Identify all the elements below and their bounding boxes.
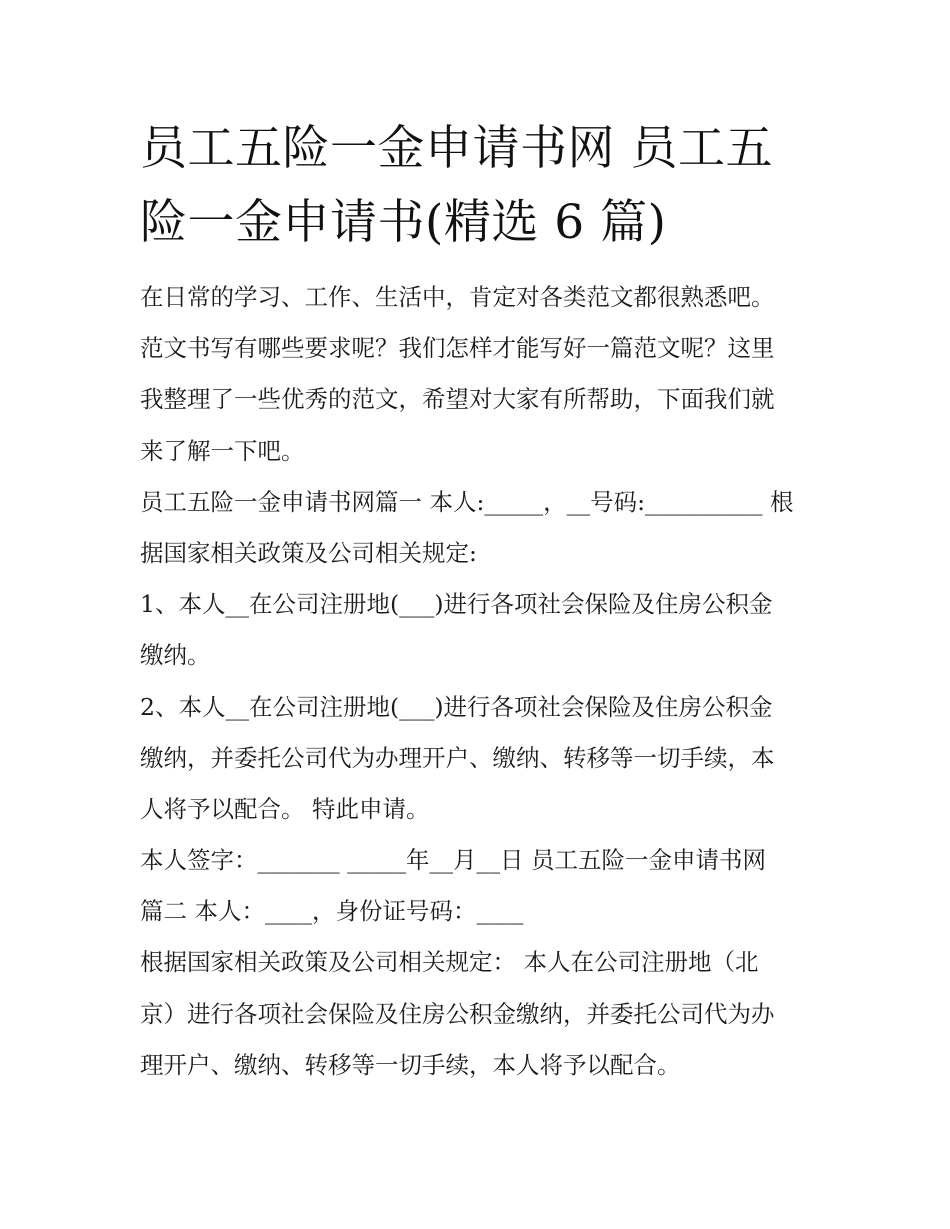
body-line: 2、本人__在公司注册地(___)进行各项社会保险及住房公积金 [140, 692, 773, 721]
body-line: 员工五险一金申请书网篇一 本人:_____，__号码:__________ 根 [140, 487, 794, 516]
body-line: 理开户、缴纳、转移等一切手续，本人将予以配合。 [140, 1050, 681, 1079]
body-line: 缴纳。 [140, 641, 211, 670]
body-line: 我整理了一些优秀的范文，希望对大家有所帮助，下面我们就 [140, 385, 775, 414]
body-line: 据国家相关政策及公司相关规定: [140, 538, 477, 567]
body-line: 范文书写有哪些要求呢？我们怎样才能写好一篇范文呢？这里 [140, 334, 775, 363]
body-line: 在日常的学习、工作、生活中，肯定对各类范文都很熟悉吧。 [140, 283, 775, 311]
title-line: 险一金申请书(精选 6 篇) [140, 195, 667, 250]
body-line: 来了解一下吧。 [140, 436, 305, 465]
body-line: 京）进行各项社会保险及住房公积金缴纳，并委托公司代为办 [140, 999, 775, 1028]
document-title [140, 112, 830, 260]
document-body [140, 272, 830, 1091]
title-line: 员工五险一金申请书网 员工五 [140, 121, 773, 176]
body-line: 人将予以配合。 特此申请。 [140, 794, 430, 823]
body-line: 篇二 本人：____，身份证号码：____ [140, 897, 524, 926]
body-line: 缴纳，并委托公司代为办理开户、缴纳、转移等一切手续，本 [140, 743, 775, 772]
body-line: 1、本人__在公司注册地(___)进行各项社会保险及住房公积金 [140, 590, 773, 619]
body-line: 根据国家相关政策及公司相关规定： 本人在公司注册地（北 [140, 948, 759, 977]
body-line: 本人签字：_______ _____年__月__日 员工五险一金申请书网 [140, 846, 766, 875]
